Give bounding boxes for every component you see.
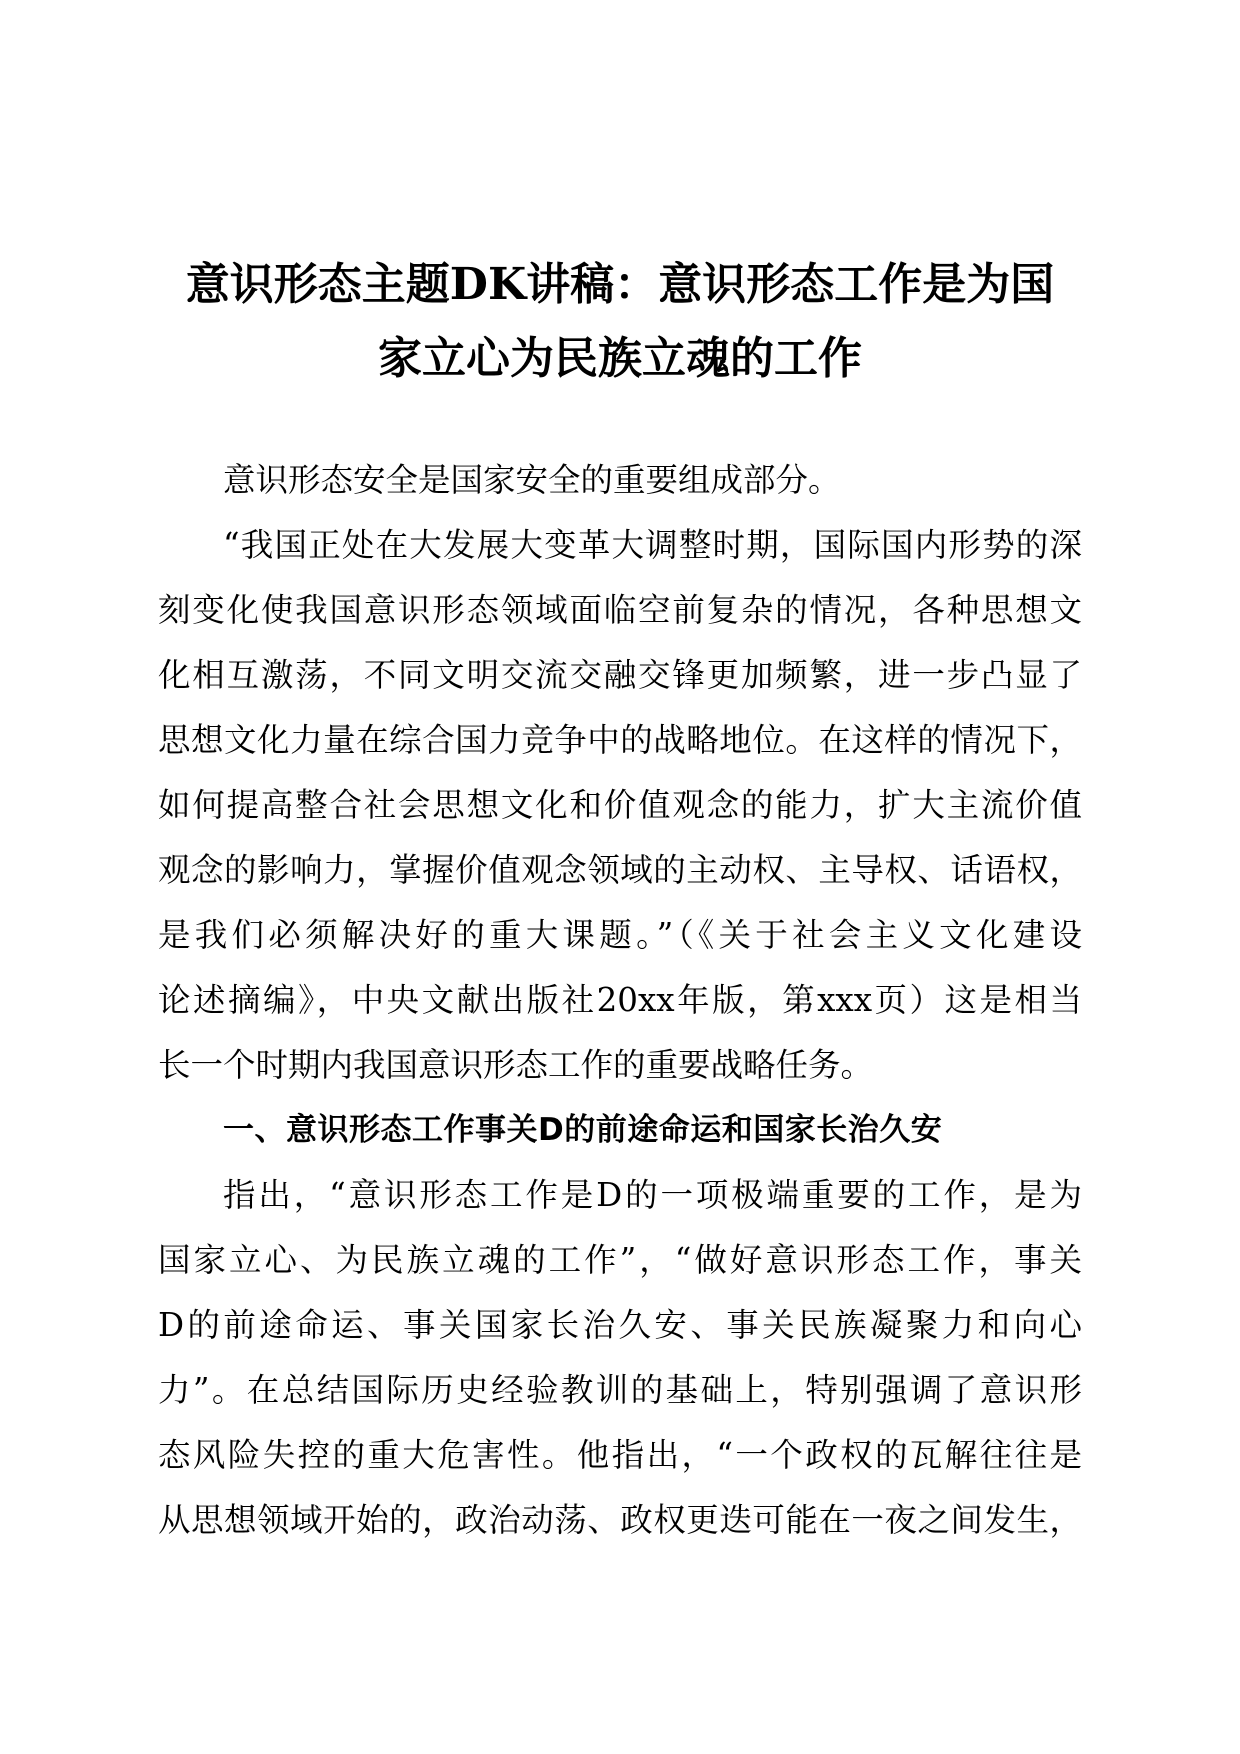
document-title bbox=[130, 248, 1110, 396]
quote-paragraph-line: 论述摘编》，中央文献出版社20xx年版，第xxx页）这是相当 bbox=[158, 981, 1082, 1019]
section-heading-1: 一、意识形态工作事关D的前途命运和国家长治久安 bbox=[223, 1112, 943, 1148]
quote-paragraph-line: 化相互激荡，不同文明交流交融交锋更加频繁，进一步凸显了 bbox=[158, 656, 1082, 694]
document-body bbox=[158, 448, 1082, 1553]
section-paragraph-line: 力”。在总结国际历史经验教训的基础上，特别强调了意识形 bbox=[158, 1371, 1082, 1409]
section-paragraph-line: 指出，“意识形态工作是D的一项极端重要的工作，是为 bbox=[223, 1176, 1082, 1214]
paragraph-intro-line: 意识形态安全是国家安全的重要组成部分。 bbox=[223, 461, 841, 499]
quote-paragraph-line: 长一个时期内我国意识形态工作的重要战略任务。 bbox=[158, 1046, 874, 1084]
section-paragraph-line: D的前途命运、事关国家长治久安、事关民族凝聚力和向心 bbox=[158, 1306, 1082, 1344]
quote-paragraph-line: 观念的影响力，掌握价值观念领域的主动权、主导权、话语权， bbox=[158, 851, 1082, 889]
section-paragraph-line: 国家立心、为民族立魂的工作”，“做好意识形态工作，事关 bbox=[158, 1241, 1082, 1279]
quote-paragraph-line: “我国正处在大发展大变革大调整时期，国际国内形势的深 bbox=[223, 526, 1082, 564]
quote-paragraph-line: 思想文化力量在综合国力竞争中的战略地位。在这样的情况下， bbox=[158, 721, 1082, 759]
section-paragraph-line: 从思想领域开始的，政治动荡、政权更迭可能在一夜之间发生， bbox=[158, 1501, 1082, 1539]
title-line-1: 意识形态主题DK讲稿：意识形态工作是为国 bbox=[185, 259, 1055, 310]
section-paragraph-line: 态风险失控的重大危害性。他指出，“一个政权的瓦解往往是 bbox=[158, 1436, 1082, 1474]
quote-paragraph-line: 如何提高整合社会思想文化和价值观念的能力，扩大主流价值 bbox=[158, 786, 1082, 824]
title-line-2: 家立心为民族立魂的工作 bbox=[378, 333, 862, 384]
quote-paragraph-line: 是我们必须解决好的重大课题。”（《关于社会主义文化建设 bbox=[158, 916, 1082, 954]
quote-paragraph-line: 刻变化使我国意识形态领域面临空前复杂的情况，各种思想文 bbox=[158, 591, 1082, 629]
